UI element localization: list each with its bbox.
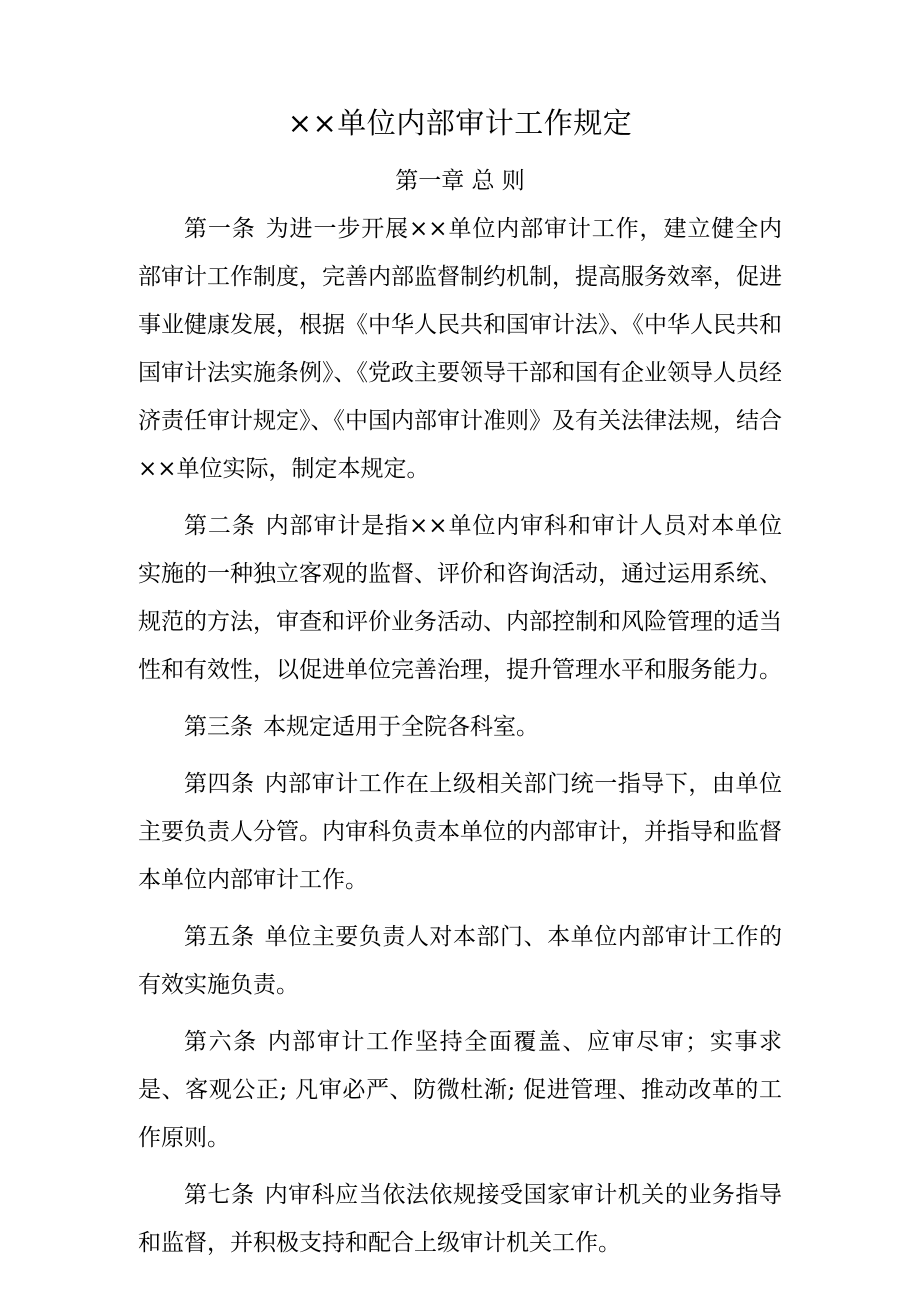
article-number: 第二条: [184, 513, 256, 540]
article-text: 内审科应当依法依规接受国家审计机关的业务指导和监督，并积极支持和配合上级审计机关工作。: [138, 1182, 782, 1257]
article-number: 第三条: [184, 714, 253, 741]
article-5: [138, 913, 782, 1009]
article-4: [138, 760, 782, 904]
article-number: 第五条: [184, 924, 255, 951]
article-number: 第六条: [184, 1029, 258, 1056]
article-3: [138, 703, 782, 751]
article-1: [138, 205, 782, 493]
article-text: 内部审计工作坚持全面覆盖、应审尽审；实事求是、客观公正; 凡审必严、防微杜渐; 促进管理、推动改革的工作原则。: [138, 1029, 783, 1152]
article-2: [138, 502, 782, 694]
article-text: 内部审计是指××单位内审科和审计人员对本单位实施的一种独立客观的监督、评价和咨询活动，通过运用系统、规范的方法，审查和评价业务活动、内部控制和风险管理的适当性和有效性，以促进单位完善治理，提升管理水平和服务能力。: [138, 513, 783, 684]
article-number: 第一条: [184, 216, 256, 243]
chapter-heading: 第一章 总 则: [395, 168, 525, 195]
article-text: 本规定适用于全院各科室。: [263, 714, 539, 741]
article-number: 第四条: [184, 771, 255, 798]
article-6: [138, 1018, 782, 1162]
article-number: 第七条: [184, 1182, 255, 1209]
article-text: 为进一步开展××单位内部审计工作，建立健全内部审计工作制度，完善内部监督制约机制，提高服务效率，促进事业健康发展，根据《中华人民共和国审计法》、《中华人民共和国审计法实施条例》、《党政主要领导干部和国有企业领导人员经济责任审计规定》、《中国内部审计准则》及有关法律法规，结合××单位实际，制定本规定。: [138, 216, 783, 483]
article-7: [138, 1171, 782, 1267]
article-text: 单位主要负责人对本部门、本单位内部审计工作的有效实施负责。: [138, 924, 782, 999]
article-text: 内部审计工作在上级相关部门统一指导下，由单位主要负责人分管。内审科负责本单位的内部审计，并指导和监督本单位内部审计工作。: [138, 771, 782, 894]
document-title: ××单位内部审计工作规定: [287, 106, 633, 140]
